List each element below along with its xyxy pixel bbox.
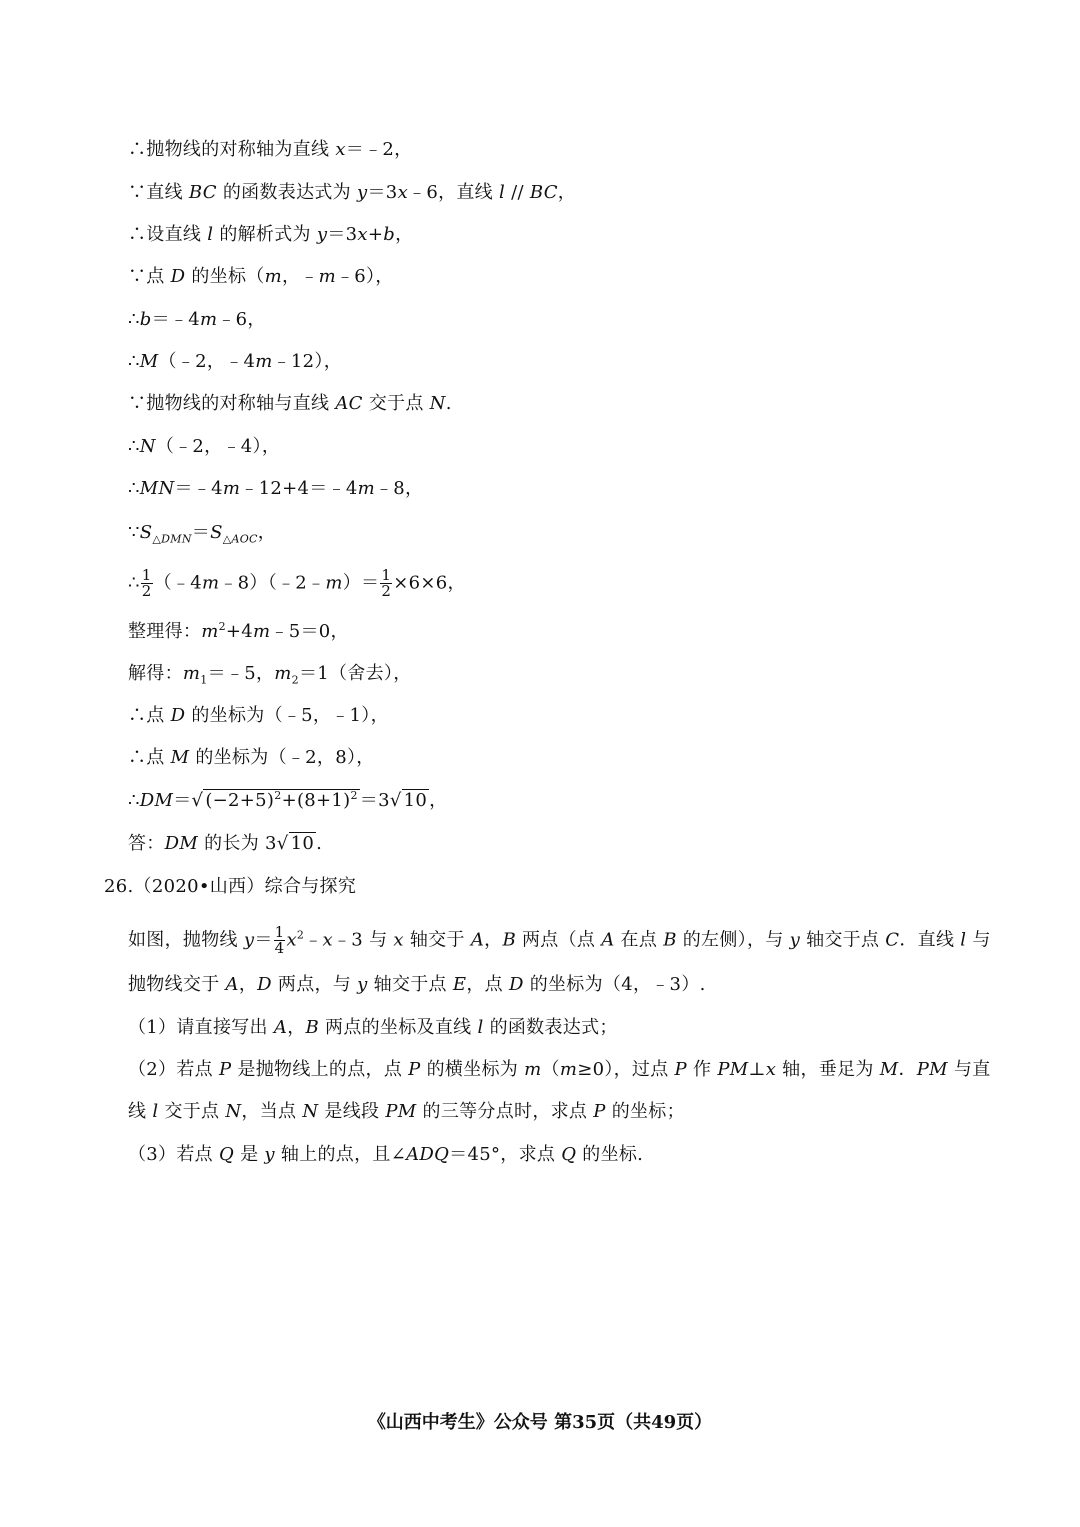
solution-line-15: ∴点 M 的坐标为（﹣2，8）， bbox=[128, 747, 375, 768]
solution-line-9: ∴MN＝﹣4m﹣12+4＝﹣4m﹣8， bbox=[128, 478, 424, 499]
problem-stem-2: 抛物线交于 A，D 两点，与 y 轴交于点 E，点 D 的坐标为（4，﹣3）. bbox=[128, 974, 706, 995]
solution-line-4: ∵点 D 的坐标（m，﹣m﹣6）， bbox=[128, 266, 394, 287]
solution-line-13: 解得：$m_1=﹣5$，$m_2=1$（舍去）， bbox=[128, 663, 412, 687]
solution-line-6: ∴M（﹣2，﹣4m﹣12）， bbox=[128, 351, 342, 372]
problem-part-1: （1）请直接写出 A，B 两点的坐标及直线 l 的函数表达式； bbox=[128, 1017, 618, 1038]
solution-line-17: 答：DM 的长为 3√ 10 . bbox=[128, 833, 323, 854]
solution-line-8: ∴N（﹣2，﹣4）， bbox=[128, 436, 281, 457]
fraction-half: $\frac{1}{2}$ bbox=[381, 566, 392, 600]
fraction-quarter: $\frac{1}{4}$ bbox=[274, 923, 285, 957]
solution-line-1: ∴抛物线的对称轴为直线 x＝﹣2， bbox=[128, 139, 413, 160]
problem-heading: 26.（2020•山西）综合与探究 bbox=[104, 876, 357, 897]
problem-part-2b: 线 l 交于点 N，当点 N 是线段 PM 的三等分点时，求点 P 的坐标； bbox=[128, 1101, 685, 1122]
solution-line-12: 整理得：$m^2+4m﹣5=0$， bbox=[128, 620, 349, 642]
solution-line-2: ∵直线 BC 的函数表达式为 y＝3x﹣6，直线 l // BC， bbox=[128, 182, 577, 203]
fraction-half: $\frac{1}{2}$ bbox=[141, 566, 152, 600]
page-footer: 《山西中考生》公众号 第35页（共49页） bbox=[367, 1412, 713, 1433]
solution-line-3: ∴设直线 l 的解析式为 y＝3x+b， bbox=[128, 224, 414, 245]
problem-part-3: （3）若点 Q 是 y 轴上的点，且∠ADQ＝45°，求点 Q 的坐标. bbox=[128, 1144, 644, 1165]
solution-line-11: ∴ $\frac{1}{2}$ （﹣4m﹣8）（﹣2﹣m）＝ $\frac{1}{2}$ ×6×6， bbox=[128, 566, 466, 600]
solution-line-5: ∴b＝﹣4m﹣6， bbox=[128, 309, 266, 330]
solution-line-16: ∴DM＝√ $(-2+5)^2+(8+1)^2 =3√$ 10 ， bbox=[128, 789, 448, 811]
solution-line-14: ∴点 D 的坐标为（﹣5，﹣1）， bbox=[128, 705, 389, 726]
solution-line-10: $\because S_{\triangle DMN}=S_{\triangle AOC}$， bbox=[128, 522, 277, 546]
problem-part-2a: （2）若点 P 是抛物线上的点，点 P 的横坐标为 m（m≥0），过点 P 作 PM⊥x 轴，垂足为 M．PM 与直 bbox=[128, 1059, 991, 1080]
problem-stem-1: 如图，抛物线 y＝ $\frac{1}{4}$ $x^2﹣x﹣3$ 与 x 轴交于 A，B 两点（点 A 在点 B 的左侧），与 y 轴交于点 C．直线 l 与 bbox=[128, 923, 991, 957]
solution-line-7: ∵抛物线的对称轴与直线 AC 交于点 N. bbox=[128, 393, 452, 414]
